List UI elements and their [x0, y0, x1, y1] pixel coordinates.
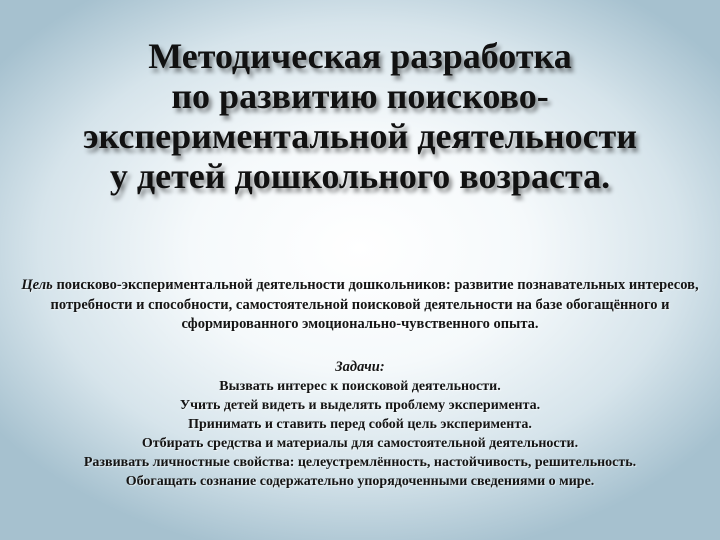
task-item: Вызвать интерес к поисковой деятельности. [219, 379, 501, 394]
title-line-1: Методическая разработка [148, 36, 572, 76]
task-item: Отбирать средства и материалы для самостоятельной деятельности. [141, 436, 579, 451]
goal-label: Цель [21, 277, 53, 293]
goal-paragraph [18, 276, 702, 335]
title-line-3: экспериментальной деятельности [83, 116, 637, 156]
title-line-4: у детей дошкольного возраста. [109, 156, 611, 196]
task-item: Учить детей видеть и выделять проблему эксперимента. [179, 398, 541, 413]
slide-title [0, 36, 720, 196]
task-item: Развивать личностные свойства: целеустремлённость, настойчивость, решительность. [83, 455, 637, 470]
tasks-block [10, 358, 710, 491]
task-item: Принимать и ставить перед собой цель эксперимента. [188, 417, 532, 432]
goal-text: поисково-экспериментальной деятельности дошкольников: развитие познавательных интересов, потребности и способности, самостоятельной поисковой деятельности на базе обогащённого и сформированного эмоционально-чувственного опыта. [50, 277, 699, 332]
task-item: Обогащать сознание содержательно упорядоченными сведениями о мире. [125, 474, 595, 489]
tasks-heading: Задачи: [335, 359, 385, 375]
title-line-2: по развитию поисково- [171, 76, 549, 116]
